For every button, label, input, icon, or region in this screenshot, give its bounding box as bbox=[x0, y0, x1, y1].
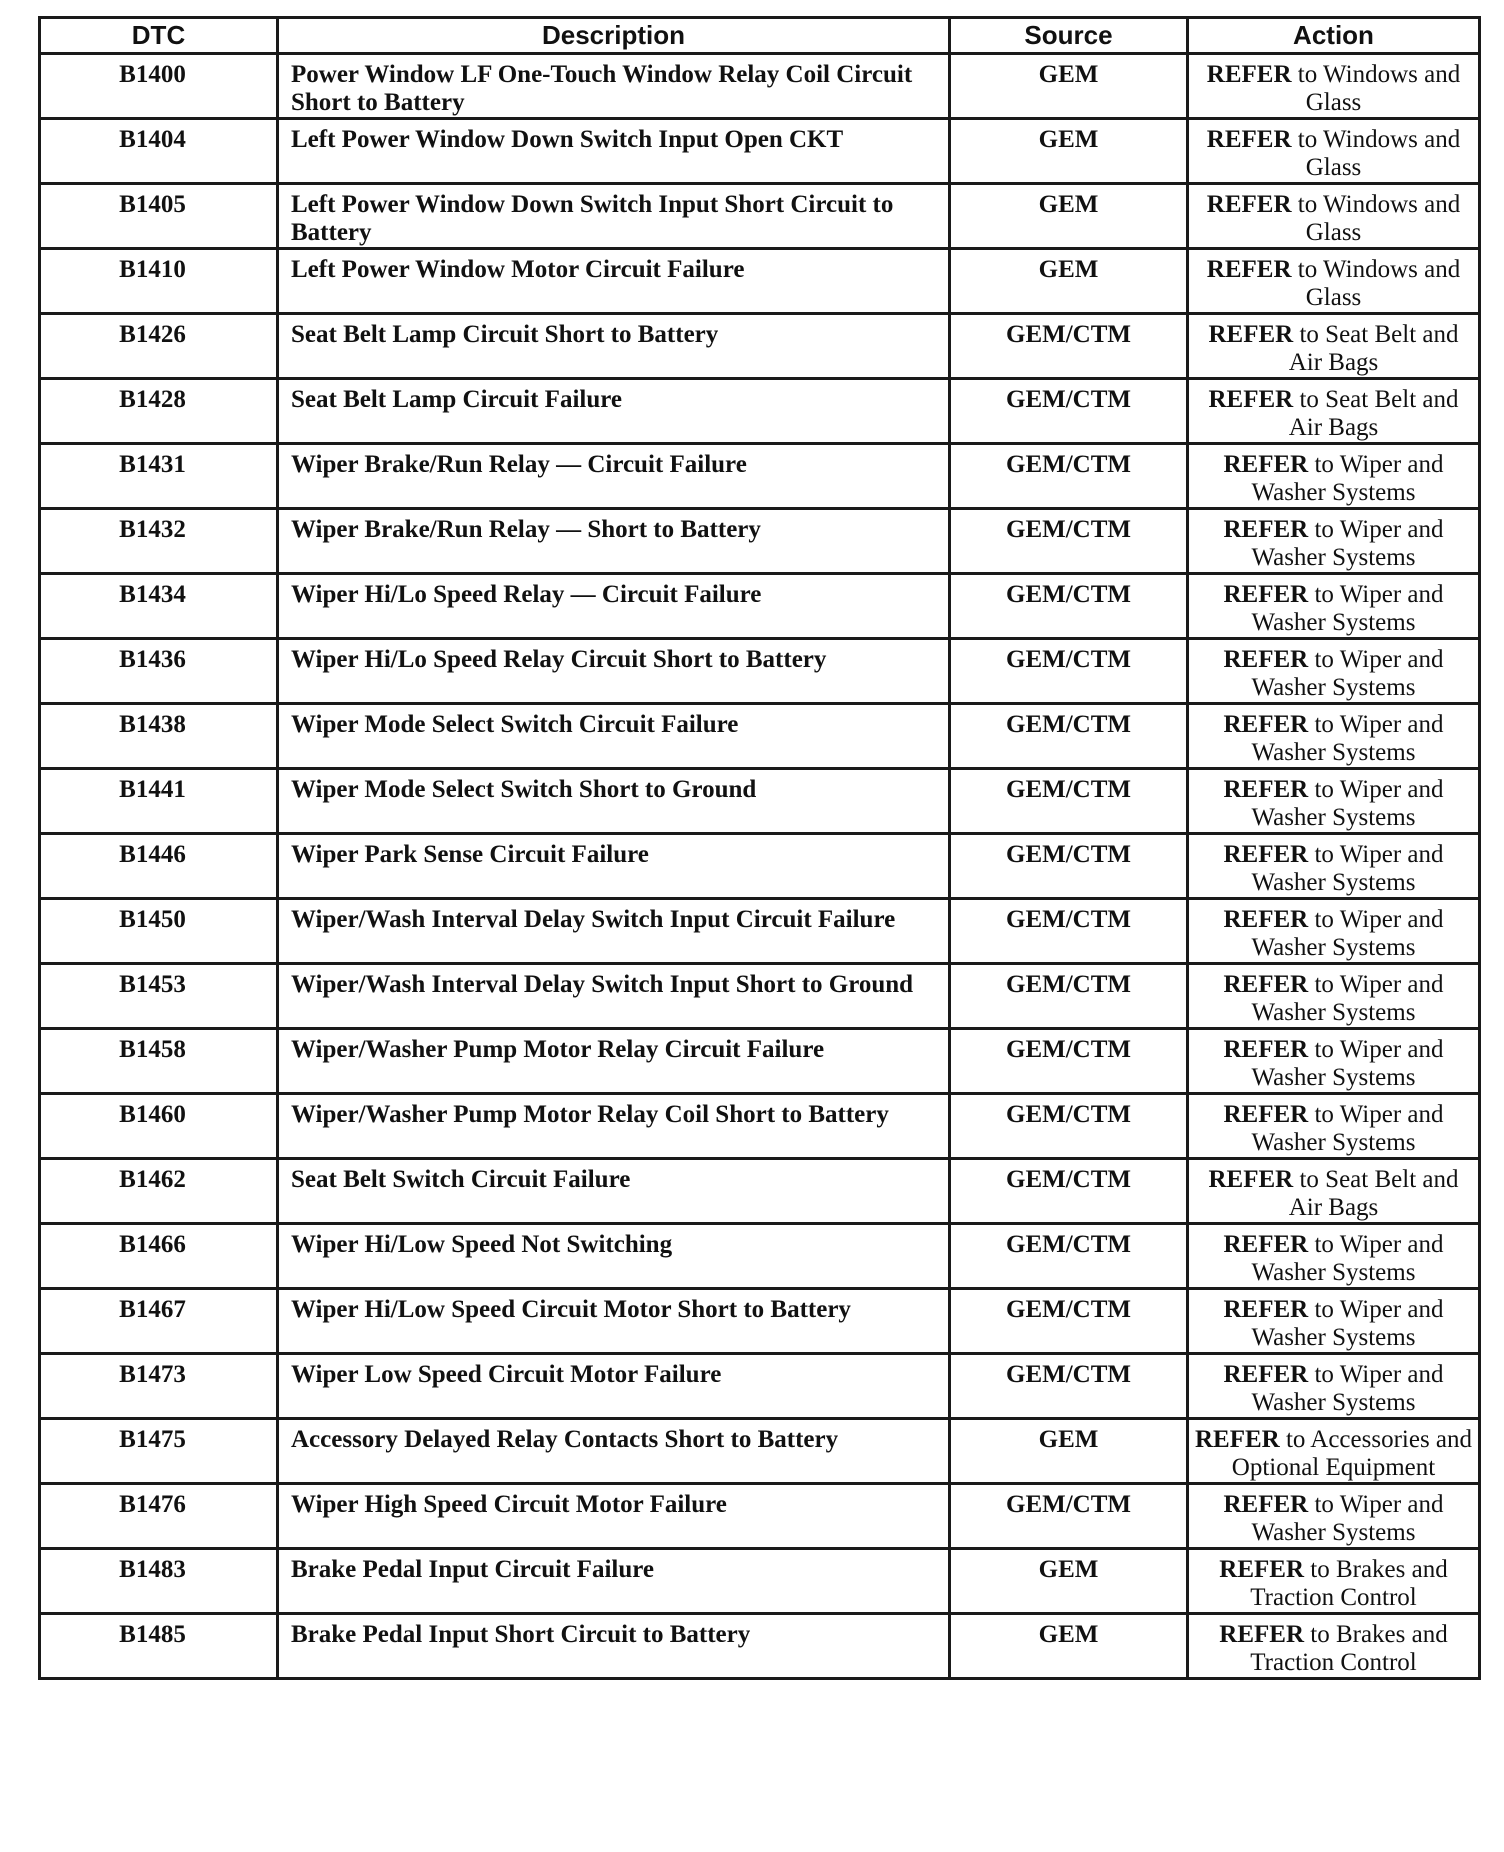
dtc-action bbox=[1188, 574, 1480, 639]
dtc-code: B1404 bbox=[40, 119, 278, 184]
dtc-code: B1436 bbox=[40, 639, 278, 704]
header-description: Description bbox=[278, 18, 950, 54]
action-refer: REFER bbox=[1208, 386, 1294, 413]
dtc-action bbox=[1188, 1029, 1480, 1094]
dtc-code: B1400 bbox=[40, 54, 278, 119]
action-text: to Wiper and Washer Systems bbox=[1251, 1231, 1444, 1286]
dtc-description: Wiper Low Speed Circuit Motor Failure bbox=[278, 1354, 950, 1419]
table-row bbox=[40, 119, 1480, 184]
dtc-description: Wiper Brake/Run Relay — Circuit Failure bbox=[278, 444, 950, 509]
table-row bbox=[40, 639, 1480, 704]
action-refer: REFER bbox=[1223, 1036, 1309, 1063]
table-row bbox=[40, 1289, 1480, 1354]
dtc-description: Brake Pedal Input Short Circuit to Battery bbox=[278, 1614, 950, 1679]
action-refer: REFER bbox=[1194, 1426, 1280, 1453]
action-refer: REFER bbox=[1223, 971, 1309, 998]
action-refer: REFER bbox=[1206, 61, 1292, 88]
dtc-action bbox=[1188, 509, 1480, 574]
dtc-action bbox=[1188, 314, 1480, 379]
action-text: to Brakes and Traction Control bbox=[1250, 1556, 1448, 1611]
dtc-source: GEM bbox=[950, 54, 1188, 119]
dtc-source: GEM/CTM bbox=[950, 769, 1188, 834]
table-row bbox=[40, 444, 1480, 509]
dtc-action bbox=[1188, 1159, 1480, 1224]
dtc-description: Wiper Brake/Run Relay — Short to Battery bbox=[278, 509, 950, 574]
action-text: to Wiper and Washer Systems bbox=[1251, 711, 1444, 766]
table-row bbox=[40, 379, 1480, 444]
dtc-source: GEM/CTM bbox=[950, 899, 1188, 964]
dtc-description: Brake Pedal Input Circuit Failure bbox=[278, 1549, 950, 1614]
dtc-code: B1462 bbox=[40, 1159, 278, 1224]
dtc-source: GEM/CTM bbox=[950, 1159, 1188, 1224]
action-text: to Wiper and Washer Systems bbox=[1251, 516, 1444, 571]
dtc-action bbox=[1188, 639, 1480, 704]
table-row bbox=[40, 314, 1480, 379]
action-text: to Wiper and Washer Systems bbox=[1251, 1296, 1444, 1351]
table-row bbox=[40, 509, 1480, 574]
action-refer: REFER bbox=[1223, 776, 1309, 803]
action-text: to Wiper and Washer Systems bbox=[1251, 646, 1444, 701]
dtc-action bbox=[1188, 769, 1480, 834]
action-text: to Wiper and Washer Systems bbox=[1251, 1491, 1444, 1546]
action-text: to Wiper and Washer Systems bbox=[1251, 971, 1444, 1026]
dtc-source: GEM bbox=[950, 1614, 1188, 1679]
dtc-code: B1446 bbox=[40, 834, 278, 899]
action-text: to Wiper and Washer Systems bbox=[1251, 581, 1444, 636]
action-text: to Brakes and Traction Control bbox=[1250, 1621, 1448, 1676]
dtc-source: GEM bbox=[950, 184, 1188, 249]
dtc-description: Power Window LF One-Touch Window Relay Coil Circuit Short to Battery bbox=[278, 54, 950, 119]
dtc-code: B1467 bbox=[40, 1289, 278, 1354]
dtc-code: B1453 bbox=[40, 964, 278, 1029]
dtc-source: GEM bbox=[950, 119, 1188, 184]
dtc-source: GEM/CTM bbox=[950, 444, 1188, 509]
action-text: to Windows and Glass bbox=[1297, 126, 1461, 181]
header-source: Source bbox=[950, 18, 1188, 54]
dtc-code: B1405 bbox=[40, 184, 278, 249]
dtc-action bbox=[1188, 834, 1480, 899]
action-text: to Seat Belt and Air Bags bbox=[1288, 386, 1459, 441]
dtc-source: GEM/CTM bbox=[950, 509, 1188, 574]
dtc-description: Wiper Hi/Lo Speed Relay — Circuit Failure bbox=[278, 574, 950, 639]
dtc-source: GEM/CTM bbox=[950, 574, 1188, 639]
dtc-description: Wiper Hi/Low Speed Circuit Motor Short to Battery bbox=[278, 1289, 950, 1354]
table-row bbox=[40, 1419, 1480, 1484]
dtc-code: B1450 bbox=[40, 899, 278, 964]
dtc-description: Wiper/Washer Pump Motor Relay Coil Short to Battery bbox=[278, 1094, 950, 1159]
action-refer: REFER bbox=[1223, 451, 1309, 478]
dtc-description: Wiper Mode Select Switch Short to Ground bbox=[278, 769, 950, 834]
dtc-source: GEM bbox=[950, 249, 1188, 314]
table-row bbox=[40, 1354, 1480, 1419]
header-dtc: DTC bbox=[40, 18, 278, 54]
action-refer: REFER bbox=[1223, 1491, 1309, 1518]
action-refer: REFER bbox=[1223, 516, 1309, 543]
action-refer: REFER bbox=[1223, 1361, 1309, 1388]
action-text: to Wiper and Washer Systems bbox=[1251, 841, 1444, 896]
header-action: Action bbox=[1188, 18, 1480, 54]
dtc-action bbox=[1188, 704, 1480, 769]
dtc-source: GEM/CTM bbox=[950, 1289, 1188, 1354]
dtc-code: B1476 bbox=[40, 1484, 278, 1549]
table-row bbox=[40, 769, 1480, 834]
action-text: to Windows and Glass bbox=[1297, 191, 1461, 246]
dtc-code: B1475 bbox=[40, 1419, 278, 1484]
action-refer: REFER bbox=[1219, 1556, 1304, 1583]
table-row bbox=[40, 249, 1480, 314]
dtc-description: Left Power Window Down Switch Input Open CKT bbox=[278, 119, 950, 184]
table-row bbox=[40, 1484, 1480, 1549]
table-row bbox=[40, 574, 1480, 639]
dtc-description: Wiper/Wash Interval Delay Switch Input Circuit Failure bbox=[278, 899, 950, 964]
dtc-source: GEM/CTM bbox=[950, 964, 1188, 1029]
dtc-code: B1431 bbox=[40, 444, 278, 509]
dtc-action bbox=[1188, 964, 1480, 1029]
action-refer: REFER bbox=[1206, 126, 1292, 153]
action-refer: REFER bbox=[1223, 1231, 1309, 1258]
table-body bbox=[40, 54, 1480, 1679]
action-text: to Wiper and Washer Systems bbox=[1251, 906, 1444, 961]
action-refer: REFER bbox=[1208, 1166, 1294, 1193]
table-row bbox=[40, 704, 1480, 769]
action-text: to Wiper and Washer Systems bbox=[1251, 1361, 1444, 1416]
dtc-code: B1428 bbox=[40, 379, 278, 444]
dtc-code: B1434 bbox=[40, 574, 278, 639]
action-refer: REFER bbox=[1223, 646, 1309, 673]
dtc-description: Seat Belt Switch Circuit Failure bbox=[278, 1159, 950, 1224]
dtc-description: Accessory Delayed Relay Contacts Short to Battery bbox=[278, 1419, 950, 1484]
dtc-action bbox=[1188, 379, 1480, 444]
dtc-source: GEM/CTM bbox=[950, 314, 1188, 379]
dtc-source: GEM/CTM bbox=[950, 1094, 1188, 1159]
dtc-action bbox=[1188, 1094, 1480, 1159]
action-refer: REFER bbox=[1223, 581, 1309, 608]
action-text: to Seat Belt and Air Bags bbox=[1288, 321, 1459, 376]
action-refer: REFER bbox=[1208, 321, 1294, 348]
dtc-description: Wiper Hi/Low Speed Not Switching bbox=[278, 1224, 950, 1289]
dtc-code: B1458 bbox=[40, 1029, 278, 1094]
table-row bbox=[40, 1614, 1480, 1679]
dtc-description: Wiper Park Sense Circuit Failure bbox=[278, 834, 950, 899]
dtc-action bbox=[1188, 184, 1480, 249]
dtc-description: Wiper/Washer Pump Motor Relay Circuit Failure bbox=[278, 1029, 950, 1094]
dtc-action bbox=[1188, 1354, 1480, 1419]
table-header bbox=[40, 18, 1480, 54]
action-refer: REFER bbox=[1219, 1621, 1304, 1648]
dtc-description: Wiper Hi/Lo Speed Relay Circuit Short to Battery bbox=[278, 639, 950, 704]
header-row bbox=[40, 18, 1480, 54]
dtc-table bbox=[38, 16, 1481, 1680]
dtc-action bbox=[1188, 1614, 1480, 1679]
dtc-source: GEM/CTM bbox=[950, 1484, 1188, 1549]
action-refer: REFER bbox=[1206, 191, 1292, 218]
dtc-action bbox=[1188, 1289, 1480, 1354]
dtc-description: Left Power Window Motor Circuit Failure bbox=[278, 249, 950, 314]
table-row bbox=[40, 1094, 1480, 1159]
dtc-action bbox=[1188, 1549, 1480, 1614]
dtc-code: B1441 bbox=[40, 769, 278, 834]
dtc-description: Wiper Mode Select Switch Circuit Failure bbox=[278, 704, 950, 769]
dtc-code: B1438 bbox=[40, 704, 278, 769]
dtc-description: Left Power Window Down Switch Input Short Circuit to Battery bbox=[278, 184, 950, 249]
action-refer: REFER bbox=[1223, 906, 1309, 933]
action-refer: REFER bbox=[1223, 711, 1309, 738]
dtc-source: GEM/CTM bbox=[950, 1224, 1188, 1289]
dtc-source: GEM/CTM bbox=[950, 1029, 1188, 1094]
dtc-action bbox=[1188, 444, 1480, 509]
dtc-description: Seat Belt Lamp Circuit Short to Battery bbox=[278, 314, 950, 379]
dtc-source: GEM/CTM bbox=[950, 834, 1188, 899]
action-refer: REFER bbox=[1223, 1101, 1309, 1128]
dtc-description: Seat Belt Lamp Circuit Failure bbox=[278, 379, 950, 444]
table-row bbox=[40, 54, 1480, 119]
dtc-action bbox=[1188, 249, 1480, 314]
table-row bbox=[40, 1549, 1480, 1614]
action-text: to Seat Belt and Air Bags bbox=[1288, 1166, 1459, 1221]
dtc-source: GEM/CTM bbox=[950, 379, 1188, 444]
dtc-code: B1483 bbox=[40, 1549, 278, 1614]
dtc-action bbox=[1188, 1224, 1480, 1289]
action-text: to Windows and Glass bbox=[1297, 256, 1461, 311]
action-text: to Windows and Glass bbox=[1297, 61, 1461, 116]
dtc-code: B1466 bbox=[40, 1224, 278, 1289]
dtc-action bbox=[1188, 1419, 1480, 1484]
dtc-description: Wiper/Wash Interval Delay Switch Input Short to Ground bbox=[278, 964, 950, 1029]
table-row bbox=[40, 899, 1480, 964]
dtc-source: GEM/CTM bbox=[950, 704, 1188, 769]
dtc-description: Wiper High Speed Circuit Motor Failure bbox=[278, 1484, 950, 1549]
action-text: to Accessories and Optional Equipment bbox=[1231, 1426, 1473, 1481]
dtc-source: GEM bbox=[950, 1549, 1188, 1614]
action-refer: REFER bbox=[1223, 1296, 1309, 1323]
action-refer: REFER bbox=[1223, 841, 1309, 868]
table-row bbox=[40, 184, 1480, 249]
dtc-action bbox=[1188, 899, 1480, 964]
dtc-source: GEM bbox=[950, 1419, 1188, 1484]
table-row bbox=[40, 1029, 1480, 1094]
dtc-code: B1432 bbox=[40, 509, 278, 574]
action-text: to Wiper and Washer Systems bbox=[1251, 776, 1444, 831]
action-text: to Wiper and Washer Systems bbox=[1251, 1101, 1444, 1156]
dtc-action bbox=[1188, 119, 1480, 184]
dtc-code: B1485 bbox=[40, 1614, 278, 1679]
dtc-source: GEM/CTM bbox=[950, 1354, 1188, 1419]
dtc-code: B1426 bbox=[40, 314, 278, 379]
table-row bbox=[40, 1224, 1480, 1289]
table-row bbox=[40, 1159, 1480, 1224]
dtc-code: B1473 bbox=[40, 1354, 278, 1419]
action-refer: REFER bbox=[1206, 256, 1292, 283]
action-text: to Wiper and Washer Systems bbox=[1251, 451, 1444, 506]
dtc-code: B1460 bbox=[40, 1094, 278, 1159]
dtc-source: GEM/CTM bbox=[950, 639, 1188, 704]
action-text: to Wiper and Washer Systems bbox=[1251, 1036, 1444, 1091]
table-row bbox=[40, 834, 1480, 899]
dtc-action bbox=[1188, 1484, 1480, 1549]
table-row bbox=[40, 964, 1480, 1029]
dtc-code: B1410 bbox=[40, 249, 278, 314]
dtc-action bbox=[1188, 54, 1480, 119]
